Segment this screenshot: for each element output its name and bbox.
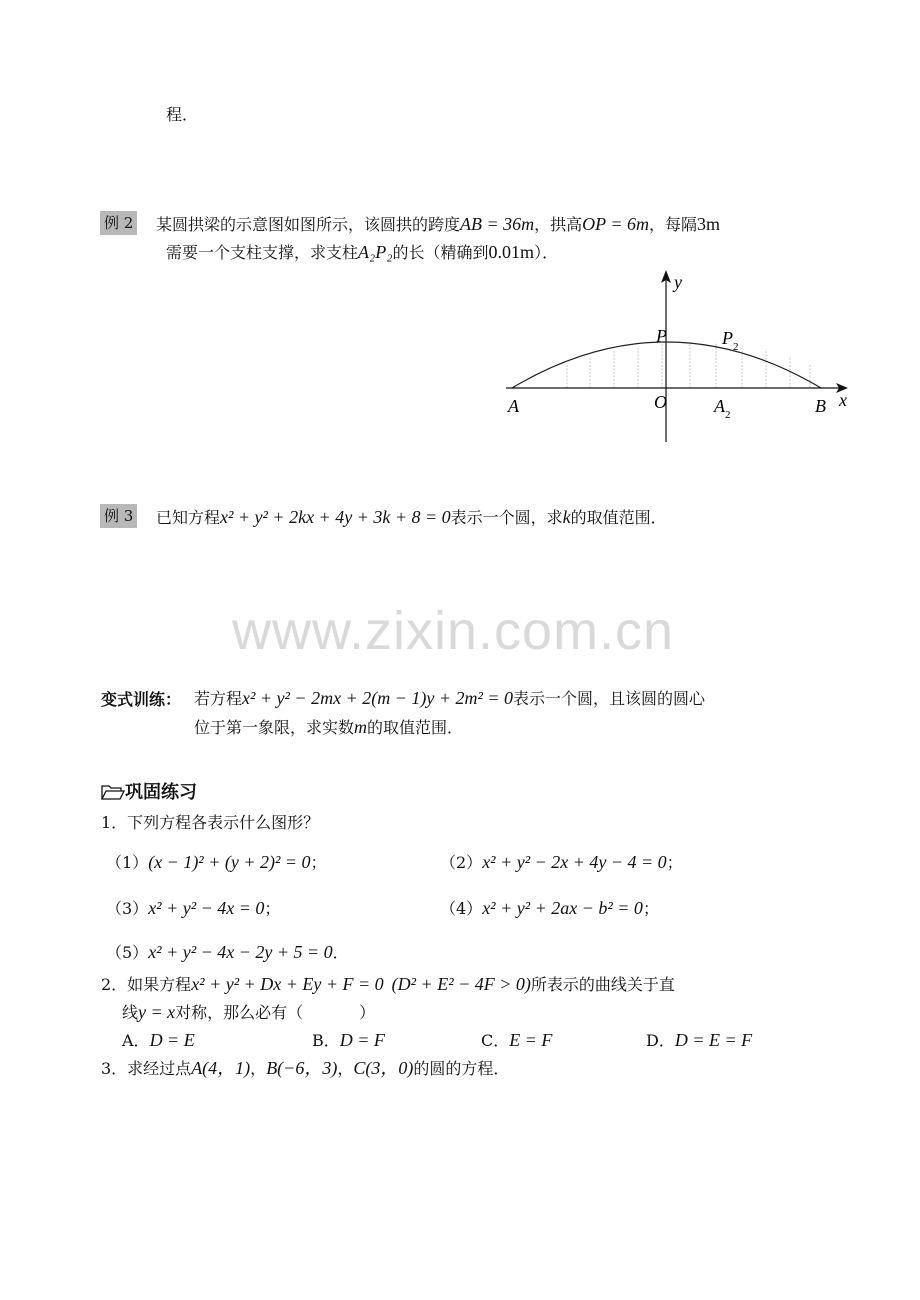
q1-item-2-eq: x² + y² − 2x + 4y − 4 = 0 bbox=[482, 852, 667, 872]
example-2-line-1 bbox=[156, 212, 720, 235]
point-a2-label: $A_2$ bbox=[714, 396, 731, 421]
q1-item-1-end: ； bbox=[310, 853, 327, 872]
q2-option-d-label: D． bbox=[646, 1031, 675, 1050]
precision-value: 0.01m bbox=[488, 242, 535, 262]
q1-item-4-end: ； bbox=[642, 899, 659, 918]
q2-option-a bbox=[122, 1028, 195, 1051]
variant-label: 变式训练： bbox=[101, 690, 182, 709]
q3-text-a: 3．求经过点 bbox=[101, 1059, 192, 1078]
q3-point-a: A(4，1) bbox=[191, 1058, 251, 1078]
watermark: www.zixin.com.cn bbox=[232, 601, 675, 661]
q2-option-b bbox=[312, 1028, 385, 1051]
pillar-a2p2: A₂P₂ bbox=[358, 242, 393, 262]
q2-text-e: ） bbox=[359, 1003, 376, 1022]
q2-equation: x² + y² + Dx + Ey + F = 0 bbox=[191, 974, 384, 994]
support-pillars bbox=[567, 342, 810, 388]
question-3 bbox=[101, 1054, 509, 1080]
q1-item-4-eq: x² + y² + 2ax − b² = 0 bbox=[482, 898, 643, 918]
q1-item-4 bbox=[440, 896, 659, 919]
point-p2-label: $P_2$ bbox=[722, 328, 739, 353]
question-2-line-2 bbox=[122, 1000, 375, 1023]
example-3-line bbox=[156, 505, 667, 528]
example-3-text-a: 已知方程 bbox=[156, 508, 221, 527]
example-2-text-c: ，每隔 bbox=[649, 215, 698, 234]
param-m: m bbox=[354, 717, 368, 737]
q1-item-1-eq: (x − 1)² + (y + 2)² = 0 bbox=[148, 852, 311, 872]
variant-text-d: 的取值范围． bbox=[367, 718, 464, 737]
y-axis-label: y bbox=[674, 272, 682, 292]
example-3-equation: x² + y² + 2kx + 4y + 3k + 8 = 0 bbox=[220, 507, 451, 527]
q3-point-c: C(3，0) bbox=[353, 1058, 414, 1078]
point-p-label: P bbox=[656, 326, 667, 346]
q2-text-c: 线 bbox=[122, 1003, 139, 1022]
q2-option-d-text: D = E = F bbox=[674, 1030, 753, 1050]
q1-item-3-eq: x² + y² − 4x = 0 bbox=[148, 898, 265, 918]
q2-text-d: 对称，那么必有（ bbox=[175, 1003, 304, 1022]
q2-text-a: 2．如果方程 bbox=[101, 975, 192, 994]
example-2-line-2 bbox=[166, 240, 558, 263]
arch-diagram bbox=[490, 262, 870, 462]
example-2-text-e: 的长（精确到 bbox=[392, 243, 489, 262]
variant-text-a: 若方程 bbox=[194, 689, 243, 708]
q1-item-5-eq: x² + y² − 4x − 2y + 5 = 0 bbox=[148, 942, 333, 962]
origin-label: O bbox=[654, 392, 667, 412]
example-2-text-d: 需要一个支柱支撑，求支柱 bbox=[166, 243, 359, 262]
q1-item-3 bbox=[106, 896, 280, 919]
gap-value: 3m bbox=[697, 214, 721, 234]
example-2-text-b: ，拱高 bbox=[534, 215, 583, 234]
variant-text-b: 表示一个圆，且该圆的圆心 bbox=[513, 689, 706, 708]
height-op-formula: OP = 6m bbox=[582, 214, 649, 234]
variant-line-2 bbox=[194, 715, 463, 738]
example-3-text-c: 的取值范围． bbox=[570, 508, 667, 527]
variant-text-c: 位于第一象限，求实数 bbox=[194, 718, 355, 737]
q1-item-5-end: ． bbox=[332, 943, 349, 962]
q2-text-b: 所表示的曲线关于直 bbox=[530, 975, 675, 994]
q1-item-3-end: ； bbox=[264, 899, 281, 918]
variant-line-1 bbox=[194, 686, 705, 709]
q3-sep-1: ， bbox=[250, 1059, 267, 1078]
q2-option-d bbox=[646, 1028, 752, 1051]
folder-icon bbox=[101, 783, 125, 801]
q2-line-yx: y = x bbox=[138, 1002, 176, 1022]
question-2-line-1 bbox=[101, 972, 675, 995]
q1-item-5-num: （5） bbox=[106, 943, 149, 962]
q2-option-c-label: C． bbox=[481, 1031, 510, 1050]
param-k: k bbox=[562, 507, 571, 527]
example-2-text-f: ）． bbox=[534, 243, 559, 262]
q2-option-c bbox=[481, 1028, 552, 1051]
q2-option-b-label: B． bbox=[312, 1031, 340, 1050]
example-2-text-a: 某圆拱梁的示意图如图所示，该圆拱的跨度 bbox=[156, 215, 461, 234]
q1-item-1 bbox=[106, 850, 327, 873]
q2-condition: (D² + E² − 4F > 0) bbox=[391, 974, 531, 994]
point-a-label: A bbox=[508, 396, 519, 416]
variant-equation: x² + y² − 2mx + 2(m − 1)y + 2m² = 0 bbox=[242, 688, 514, 708]
continuation-text: 程． bbox=[166, 105, 199, 124]
q1-item-5 bbox=[106, 940, 349, 963]
q2-option-b-text: D = F bbox=[339, 1030, 385, 1050]
q2-option-a-text: D = E bbox=[149, 1030, 195, 1050]
q2-option-a-label: A． bbox=[122, 1031, 150, 1050]
q1-item-2-end: ； bbox=[666, 853, 683, 872]
example-3-tag: 例 3 bbox=[100, 504, 137, 528]
x-axis-label: x bbox=[839, 390, 847, 410]
q3-text-b: 的圆的方程． bbox=[413, 1059, 510, 1078]
practice-heading bbox=[101, 778, 197, 804]
practice-heading-text: 巩固练习 bbox=[125, 782, 197, 803]
question-1-stem: 1．下列方程各表示什么图形？ bbox=[101, 813, 320, 832]
example-3-text-b: 表示一个圆，求 bbox=[450, 508, 563, 527]
q3-point-b: B(−6，3) bbox=[266, 1058, 338, 1078]
point-b-label: B bbox=[815, 396, 826, 416]
q1-item-2 bbox=[440, 850, 683, 873]
q3-sep-2: ， bbox=[337, 1059, 354, 1078]
example-2-tag: 例 2 bbox=[100, 211, 137, 235]
q2-option-c-text: E = F bbox=[509, 1030, 553, 1050]
q1-item-4-num: （4） bbox=[440, 899, 483, 918]
q1-item-1-num: （1） bbox=[106, 853, 149, 872]
q1-item-2-num: （2） bbox=[440, 853, 483, 872]
span-ab-formula: AB = 36m bbox=[460, 214, 535, 234]
q1-item-3-num: （3） bbox=[106, 899, 149, 918]
